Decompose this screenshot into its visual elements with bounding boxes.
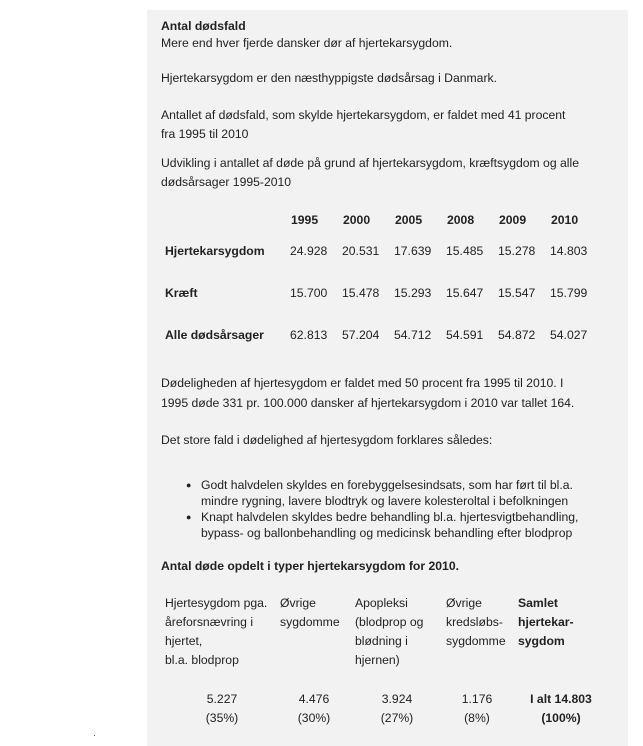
list-item-line: mindre rygning, lavere blodtryk og lavere kolesteroltal i befolkningen bbox=[201, 494, 569, 508]
mortality-text: 1995 døde 331 pr. 100.000 dansker af hjertekarsygdom i 2010 var tallet 164. bbox=[161, 396, 575, 410]
type-value: 5.227 (35%) bbox=[205, 692, 239, 725]
table-cell: 15.278 bbox=[498, 244, 536, 258]
table-cell: 15.700 bbox=[290, 286, 328, 300]
type-value: 3.924 (27%) bbox=[380, 692, 414, 725]
table-cell: 15.485 bbox=[446, 244, 484, 258]
intro-text: Hjertekarsygdom er den næsthyppigste dødsårsag i Danmark. bbox=[161, 71, 497, 85]
list-item bbox=[186, 509, 578, 541]
table-row bbox=[160, 272, 601, 314]
table-cell: 15.478 bbox=[342, 286, 380, 300]
intro-text: dødsårsager 1995-2010 bbox=[161, 175, 292, 189]
year-header: 1995 bbox=[291, 212, 319, 227]
type-column-header: Apopleksi (blodprop og blødning i hjernen) bbox=[355, 596, 424, 667]
section-heading: Antal dødsfald bbox=[161, 19, 246, 33]
type-column-header-total: Samlet hjertekar- sygdom bbox=[518, 596, 574, 648]
table-cell: 15.293 bbox=[394, 286, 432, 300]
intro-text: Mere end hver fjerde dansker dør af hjertekarsygdom. bbox=[161, 36, 453, 50]
table-cell: 57.204 bbox=[342, 328, 380, 342]
table-cell: 54.027 bbox=[550, 328, 588, 342]
table-cell: 15.799 bbox=[550, 286, 588, 300]
deaths-table bbox=[160, 209, 601, 356]
row-label: Alle dødsårsager bbox=[165, 328, 264, 342]
year-header: 2000 bbox=[343, 212, 371, 227]
row-label: Hjertekarsygdom bbox=[165, 244, 265, 258]
type-column-header: Øvrige sygdomme bbox=[280, 596, 340, 629]
year-header: 2005 bbox=[395, 212, 423, 227]
year-header: 2008 bbox=[447, 212, 475, 227]
table-cell: 20.531 bbox=[342, 244, 380, 258]
list-item-line: ● Knapt halvdelen skyldes bedre behandling bl.a. hjertesvigtbehandling, bbox=[201, 510, 579, 524]
content-panel bbox=[147, 10, 628, 746]
table-cell: 54.591 bbox=[446, 328, 484, 342]
intro-text: Udvikling i antallet af døde på grund af hjertekarsygdom, kræftsygdom og alle bbox=[161, 156, 579, 170]
stray-dot bbox=[94, 735, 95, 736]
table-header-row bbox=[160, 209, 601, 230]
table-cell: 62.813 bbox=[290, 328, 328, 342]
type-value-total: I alt 14.803 (100%) bbox=[530, 692, 592, 725]
type-value: 4.476 (30%) bbox=[297, 692, 331, 725]
list-item bbox=[186, 477, 578, 509]
type-column-header: Øvrige kredsløbs- sygdomme bbox=[446, 596, 506, 648]
year-header: 2010 bbox=[551, 212, 579, 227]
intro-text: Antallet af dødsfald, som skylde hjertekarsygdom, er faldet med 41 procent bbox=[161, 108, 566, 122]
mortality-text: Det store fald i dødelighed af hjertesygdom forklares således: bbox=[161, 433, 493, 447]
type-column-header: Hjertesygdom pga. åreforsnævring i hjertet, bl.a. blodprop bbox=[165, 596, 268, 667]
table-cell: 14.803 bbox=[550, 244, 588, 258]
types-heading: Antal døde opdelt i typer hjertekarsygdom for 2010. bbox=[161, 559, 459, 573]
table-cell: 17.639 bbox=[394, 244, 432, 258]
table-cell: 54.872 bbox=[498, 328, 536, 342]
intro-text: fra 1995 til 2010 bbox=[161, 127, 249, 141]
list-item-line: ● Godt halvdelen skyldes en forebyggelsesindsats, som har ført til bl.a. bbox=[201, 478, 573, 492]
list-item-line: bypass- og ballonbehandling og medicinsk behandling efter blodprop bbox=[201, 526, 573, 540]
type-value: 1.176 (8%) bbox=[461, 692, 493, 725]
table-cell: 15.647 bbox=[446, 286, 484, 300]
table-cell: 15.547 bbox=[498, 286, 536, 300]
year-header: 2009 bbox=[499, 212, 527, 227]
table-cell: 54.712 bbox=[394, 328, 432, 342]
table-row bbox=[160, 314, 601, 356]
table-row bbox=[160, 230, 601, 272]
row-label: Kræft bbox=[165, 286, 198, 300]
mortality-text: Dødeligheden af hjertesygdom er faldet med 50 procent fra 1995 til 2010. I bbox=[161, 376, 564, 390]
table-cell: 24.928 bbox=[290, 244, 328, 258]
explanation-list bbox=[186, 477, 578, 541]
